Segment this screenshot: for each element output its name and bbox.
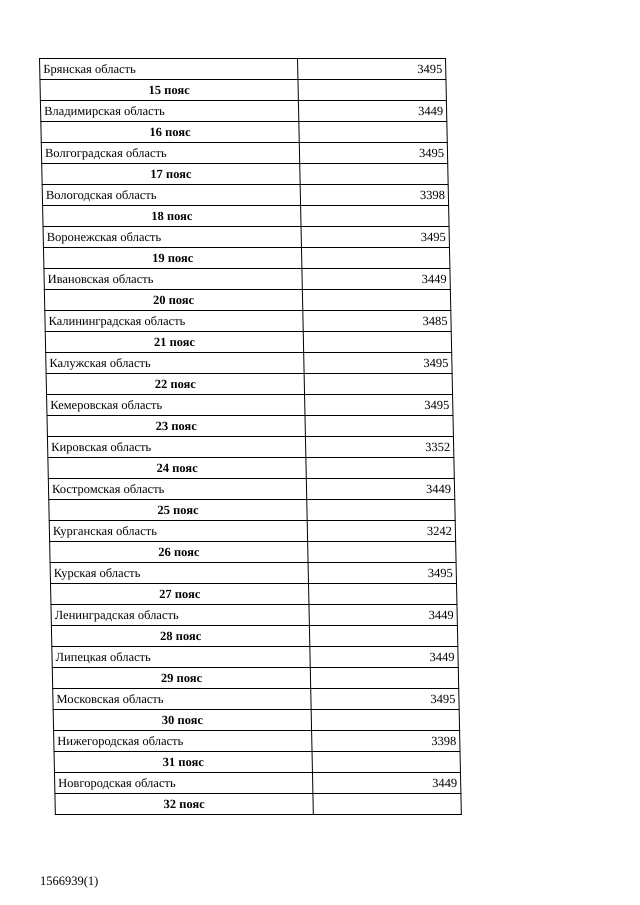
- zone-row: [43, 248, 449, 269]
- zone-label-cell: 17 пояс: [42, 164, 300, 185]
- zone-row: [53, 710, 459, 731]
- zone-empty-cell: [309, 584, 457, 605]
- region-value-cell: 3398: [300, 185, 448, 206]
- region-row: [40, 101, 446, 122]
- region-value-cell: 3449: [306, 479, 454, 500]
- region-name-cell: Липецкая область: [52, 647, 310, 668]
- zone-empty-cell: [302, 290, 450, 311]
- region-name-cell: Брянская область: [40, 59, 298, 80]
- region-name-cell: Калининградская область: [45, 311, 303, 332]
- zone-row: [54, 752, 460, 773]
- region-row: [41, 143, 447, 164]
- zone-label-cell: 25 пояс: [49, 500, 307, 521]
- region-row: [51, 605, 457, 626]
- region-value-cell: 3242: [307, 521, 455, 542]
- zone-empty-cell: [310, 668, 458, 689]
- region-name-cell: Курская область: [50, 563, 308, 584]
- zone-row: [51, 626, 457, 647]
- region-name-cell: Костромская область: [48, 479, 306, 500]
- region-row: [49, 521, 455, 542]
- region-row: [50, 563, 456, 584]
- zone-label-cell: 27 пояс: [51, 584, 309, 605]
- zone-label-cell: 30 пояс: [53, 710, 311, 731]
- zone-empty-cell: [301, 206, 449, 227]
- region-value-cell: 3449: [302, 269, 450, 290]
- tariff-table: [39, 58, 462, 815]
- region-name-cell: Ленинградская область: [51, 605, 309, 626]
- region-value-cell: 3495: [298, 59, 446, 80]
- zone-row: [51, 584, 457, 605]
- region-row: [45, 311, 451, 332]
- region-name-cell: Московская область: [53, 689, 311, 710]
- zone-empty-cell: [299, 122, 447, 143]
- zone-label-cell: 31 пояс: [54, 752, 312, 773]
- region-value-cell: 3495: [308, 563, 456, 584]
- region-name-cell: Воронежская область: [43, 227, 301, 248]
- region-name-cell: Владимирская область: [40, 101, 298, 122]
- zone-empty-cell: [300, 164, 448, 185]
- region-value-cell: 3485: [303, 311, 451, 332]
- zone-empty-cell: [305, 416, 453, 437]
- zone-row: [48, 458, 454, 479]
- region-row: [47, 395, 453, 416]
- region-row: [54, 773, 460, 794]
- tariff-table-body: [40, 59, 462, 815]
- document-number: 1566939(1): [40, 874, 99, 888]
- zone-empty-cell: [304, 374, 452, 395]
- zone-row: [49, 500, 455, 521]
- zone-label-cell: 24 пояс: [48, 458, 306, 479]
- zone-row: [47, 416, 453, 437]
- zone-empty-cell: [311, 710, 459, 731]
- zone-row: [44, 290, 450, 311]
- region-row: [54, 731, 460, 752]
- zone-label-cell: 18 пояс: [43, 206, 301, 227]
- zone-row: [55, 794, 461, 815]
- region-name-cell: Ивановская область: [44, 269, 302, 290]
- zone-row: [41, 122, 447, 143]
- region-row: [46, 353, 452, 374]
- zone-row: [46, 374, 452, 395]
- region-name-cell: Курганская область: [49, 521, 307, 542]
- zone-row: [43, 206, 449, 227]
- zone-label-cell: 20 пояс: [44, 290, 302, 311]
- region-row: [40, 59, 446, 80]
- zone-empty-cell: [307, 500, 455, 521]
- zone-label-cell: 26 пояс: [50, 542, 308, 563]
- region-value-cell: 3495: [304, 353, 452, 374]
- region-name-cell: Нижегородская область: [54, 731, 312, 752]
- zone-label-cell: 15 пояс: [40, 80, 298, 101]
- zone-row: [42, 164, 448, 185]
- region-row: [48, 479, 454, 500]
- region-value-cell: 3449: [309, 605, 457, 626]
- region-value-cell: 3398: [312, 731, 460, 752]
- region-value-cell: 3495: [301, 227, 449, 248]
- zone-empty-cell: [298, 80, 446, 101]
- zone-empty-cell: [301, 248, 449, 269]
- zone-empty-cell: [312, 752, 460, 773]
- zone-empty-cell: [308, 542, 456, 563]
- region-value-cell: 3495: [299, 143, 447, 164]
- zone-row: [50, 542, 456, 563]
- region-name-cell: Новгородская область: [54, 773, 312, 794]
- zone-row: [40, 80, 446, 101]
- zone-empty-cell: [306, 458, 454, 479]
- region-row: [47, 437, 453, 458]
- region-row: [52, 647, 458, 668]
- region-name-cell: Кемеровская область: [47, 395, 305, 416]
- region-row: [43, 227, 449, 248]
- region-name-cell: Вологодская область: [42, 185, 300, 206]
- region-value-cell: 3449: [298, 101, 446, 122]
- region-value-cell: 3449: [312, 773, 460, 794]
- zone-label-cell: 16 пояс: [41, 122, 299, 143]
- region-row: [53, 689, 459, 710]
- region-name-cell: Волгоградская область: [41, 143, 299, 164]
- region-value-cell: 3352: [305, 437, 453, 458]
- zone-row: [52, 668, 458, 689]
- zone-row: [45, 332, 451, 353]
- zone-label-cell: 28 пояс: [51, 626, 309, 647]
- zone-label-cell: 29 пояс: [52, 668, 310, 689]
- zone-label-cell: 22 пояс: [46, 374, 304, 395]
- zone-empty-cell: [303, 332, 451, 353]
- zone-label-cell: 32 пояс: [55, 794, 313, 815]
- zone-label-cell: 21 пояс: [45, 332, 303, 353]
- region-value-cell: 3449: [310, 647, 458, 668]
- zone-label-cell: 23 пояс: [47, 416, 305, 437]
- zone-label-cell: 19 пояс: [43, 248, 301, 269]
- region-row: [42, 185, 448, 206]
- zone-empty-cell: [309, 626, 457, 647]
- region-value-cell: 3495: [305, 395, 453, 416]
- region-name-cell: Кировская область: [47, 437, 305, 458]
- region-row: [44, 269, 450, 290]
- region-name-cell: Калужская область: [46, 353, 304, 374]
- region-value-cell: 3495: [311, 689, 459, 710]
- zone-empty-cell: [313, 794, 461, 815]
